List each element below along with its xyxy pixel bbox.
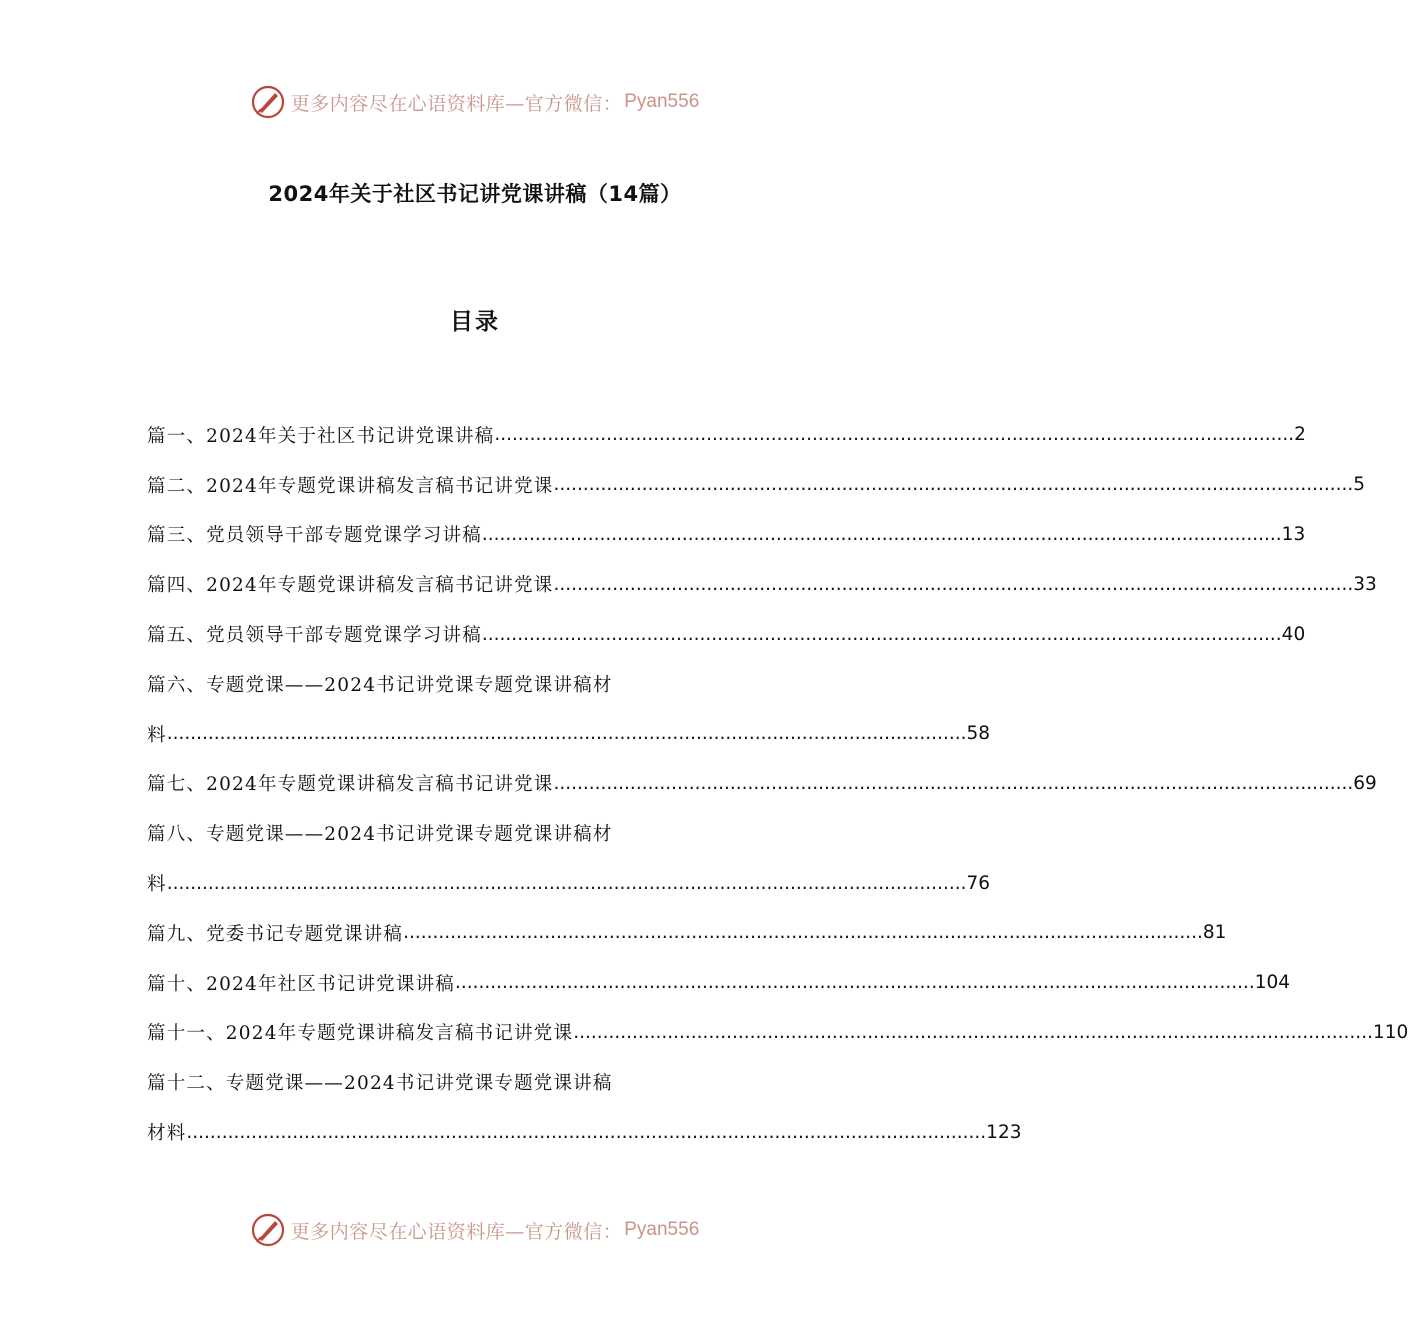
header-watermark-banner <box>0 80 950 124</box>
toc-entry-title: 篇六、专题党课——2024书记讲党课专题党课讲稿材 <box>147 674 613 696</box>
toc-entry-title: 篇七、2024年专题党课讲稿发言稿书记讲党课 <box>147 774 554 796</box>
toc-entry[interactable] <box>147 958 1291 1008</box>
toc-entry-title: 篇一、2024年关于社区书记讲党课讲稿 <box>147 425 495 447</box>
quill-logo-icon <box>251 85 285 119</box>
toc-heading: 目录 <box>450 309 500 335</box>
toc-entry-title: 篇二、2024年专题党课讲稿发言稿书记讲党课 <box>147 475 554 497</box>
toc-entry-title: 篇十一、2024年专题党课讲稿发言稿书记讲党课 <box>147 1023 574 1045</box>
toc-entry-page: 58 <box>966 723 991 745</box>
toc-entry-page: 69 <box>1353 772 1377 794</box>
toc-entry-page: 40 <box>1281 623 1306 645</box>
toc-entry-title: 料 <box>147 724 167 746</box>
footer-watermark-banner <box>0 1208 950 1252</box>
toc-entry[interactable] <box>147 908 1227 958</box>
toc-entry-continuation[interactable] <box>147 709 991 759</box>
toc-entry[interactable] <box>147 510 1306 560</box>
toc-entry[interactable] <box>147 659 668 709</box>
toc-entry-title: 篇十、2024年社区书记讲党课讲稿 <box>147 973 455 995</box>
toc-entry-page: 5 <box>1353 474 1366 496</box>
toc-entry-title: 篇十二、专题党课——2024书记讲党课专题党课讲稿 <box>147 1073 613 1095</box>
toc-leader-dots: ........................................................................................................................................ <box>166 872 967 894</box>
toc-entry-page: 2 <box>1294 424 1306 446</box>
toc-entry-title: 篇五、党员领导干部专题党课学习讲稿 <box>147 625 482 647</box>
toc-entry-title: 篇九、党委书记专题党课讲稿 <box>147 923 404 945</box>
toc-entry-page: 76 <box>966 872 991 894</box>
toc-entry-page: 104 <box>1254 972 1291 994</box>
toc-entry[interactable] <box>147 759 1377 809</box>
watermark-text: 更多内容尽在心语资料库—官方微信： <box>290 1220 623 1243</box>
toc-leader-dots: ........................................................................................................................................ <box>553 772 1354 794</box>
quill-logo-icon <box>251 1213 285 1247</box>
toc-leader-dots: ........................................................................................................................................ <box>166 723 967 745</box>
toc-leader-dots: ........................................................................................................................................ <box>454 972 1255 994</box>
toc-entry-page: 81 <box>1202 922 1227 944</box>
toc-entry[interactable] <box>147 460 1366 510</box>
toc-entry-page: 110 <box>1372 1021 1408 1043</box>
document-title: 2024年关于社区书记讲党课讲稿（14篇） <box>268 182 682 206</box>
toc-entry-title: 材料 <box>147 1123 187 1145</box>
toc-entry[interactable] <box>147 1057 668 1107</box>
toc-leader-dots: ........................................................................................................................................ <box>494 424 1295 446</box>
watermark-wechat-id: Pyan556 <box>624 91 700 112</box>
toc-entry[interactable] <box>147 808 668 858</box>
toc-entry-title: 篇四、2024年专题党课讲稿发言稿书记讲党课 <box>147 575 554 597</box>
toc-entry[interactable] <box>147 559 1377 609</box>
toc-entry[interactable] <box>147 1008 1408 1058</box>
toc-entry-title: 篇三、党员领导干部专题党课学习讲稿 <box>147 525 482 547</box>
toc-entry-page: 123 <box>986 1121 1022 1143</box>
toc-leader-dots: ........................................................................................................................................ <box>481 623 1282 645</box>
toc-entry[interactable] <box>147 410 1306 460</box>
toc-leader-dots: ........................................................................................................................................ <box>186 1121 987 1143</box>
toc-entry-page: 33 <box>1353 573 1377 595</box>
toc-leader-dots: ........................................................................................................................................ <box>553 474 1354 496</box>
toc-entry-title: 料 <box>147 874 167 896</box>
watermark-text: 更多内容尽在心语资料库—官方微信： <box>290 92 623 115</box>
toc-leader-dots: ........................................................................................................................................ <box>553 573 1354 595</box>
toc-entry-page: 13 <box>1281 523 1306 545</box>
watermark-wechat-id: Pyan556 <box>624 1219 700 1240</box>
toc-entry-continuation[interactable] <box>147 1107 1022 1157</box>
toc-entry-title: 篇八、专题党课——2024书记讲党课专题党课讲稿材 <box>147 824 613 846</box>
toc-leader-dots: ........................................................................................................................................ <box>403 922 1203 944</box>
toc-leader-dots: ........................................................................................................................................ <box>481 523 1282 545</box>
table-of-contents <box>147 410 1408 1157</box>
toc-entry[interactable] <box>147 609 1306 659</box>
toc-entry-continuation[interactable] <box>147 858 991 908</box>
toc-leader-dots: ........................................................................................................................................ <box>573 1021 1373 1043</box>
